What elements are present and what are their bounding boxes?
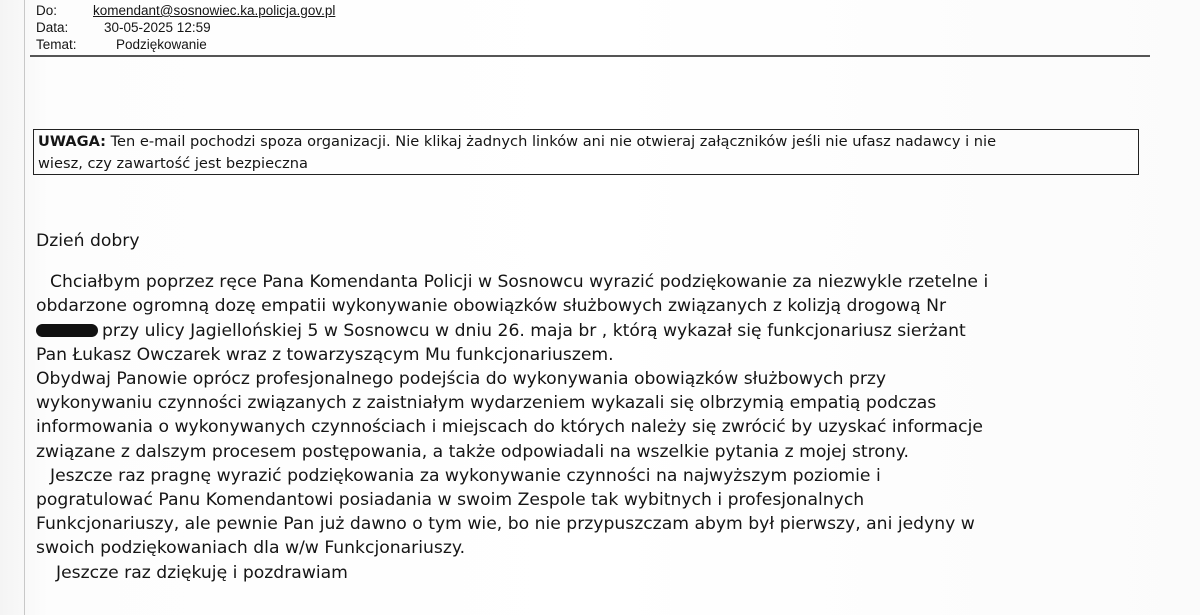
email-body: [36, 229, 1176, 585]
body-line: Pan Łukasz Owczarek wraz z towarzyszącym Mu funkcjonariuszem.: [36, 344, 614, 365]
warning-line-2: wiesz, czy zawartość jest bezpieczna: [38, 155, 308, 172]
body-line: informowania o wykonywanych czynnościach i miejscach do których należy się zwrócić by uzyskać informacje: [36, 417, 983, 438]
body-line: wykonywaniu czynności związanych z zaistniałym wydarzeniem wykazali się olbrzymią empatią podczas: [36, 393, 937, 414]
external-email-warning: [33, 129, 1139, 175]
warning-label: UWAGA:: [38, 133, 106, 150]
header-subject-row: [36, 36, 1156, 53]
body-line: Jeszcze raz pragnę wyrazić podziękowania za wykonywanie czynności na najwyższym poziomie i: [50, 465, 881, 486]
date-value: 30-05-2025 12:59: [104, 20, 211, 35]
to-address[interactable]: komendant@sosnowiec.ka.policja.gov.pl: [93, 3, 336, 18]
redacted-case-number: [36, 324, 98, 337]
closing-line: Jeszcze raz dziękuję i pozdrawiam: [56, 562, 348, 583]
header-date-row: [36, 19, 1156, 36]
greeting: Dzień dobry: [36, 231, 140, 251]
subject-value: Podziękowanie: [116, 37, 207, 52]
header-divider: [30, 55, 1150, 57]
to-label: Do:: [36, 3, 58, 18]
body-line-with-redaction: [36, 319, 1176, 343]
header-to-row: [36, 2, 1156, 19]
body-line: związane z dalszym procesem postępowania, a także odpowiadali na wszelkie pytania z mojej strony.: [36, 441, 909, 462]
warning-text-1: Ten e-mail pochodzi spoza organizacji. Nie klikaj żadnych linków ani nie otwieraj załączników jeśli nie ufasz nadawcy i nie: [105, 133, 997, 150]
date-label: Data:: [36, 20, 69, 35]
email-header: [36, 2, 1156, 53]
body-line: Obydwaj Panowie oprócz profesjonalnego podejścia do wykonywania obowiązków służbowych przy: [36, 369, 887, 390]
warning-line-1: [38, 131, 1134, 153]
body-line: obdarzone ogromną dozę empatii wykonywanie obowiązków służbowych związanych z kolizją drogową Nr: [36, 296, 947, 317]
body-line: Chciałbym poprzez ręce Pana Komendanta Policji w Sosnowcu wyrazić podziękowanie za niezwykle rzetelne i: [50, 272, 989, 293]
body-line: przy ulicy Jagiellońskiej 5 w Sosnowcu w dniu 26. maja br , którą wykazał się funkcjonariusz sierżant: [102, 320, 966, 341]
body-line: pogratulować Panu Komendantowi posiadania w swoim Zespole tak wybitnych i profesjonalnych: [36, 490, 865, 511]
body-line: swoich podziękowaniach dla w/w Funkcjonariuszy.: [36, 538, 466, 559]
body-line: Funkcjonariuszy, ale pewnie Pan już dawno o tym wie, bo nie przypuszczam abym był pierwszy, ani jedyny w: [36, 514, 975, 535]
subject-label: Temat:: [36, 37, 77, 52]
page-left-border: [24, 0, 25, 615]
